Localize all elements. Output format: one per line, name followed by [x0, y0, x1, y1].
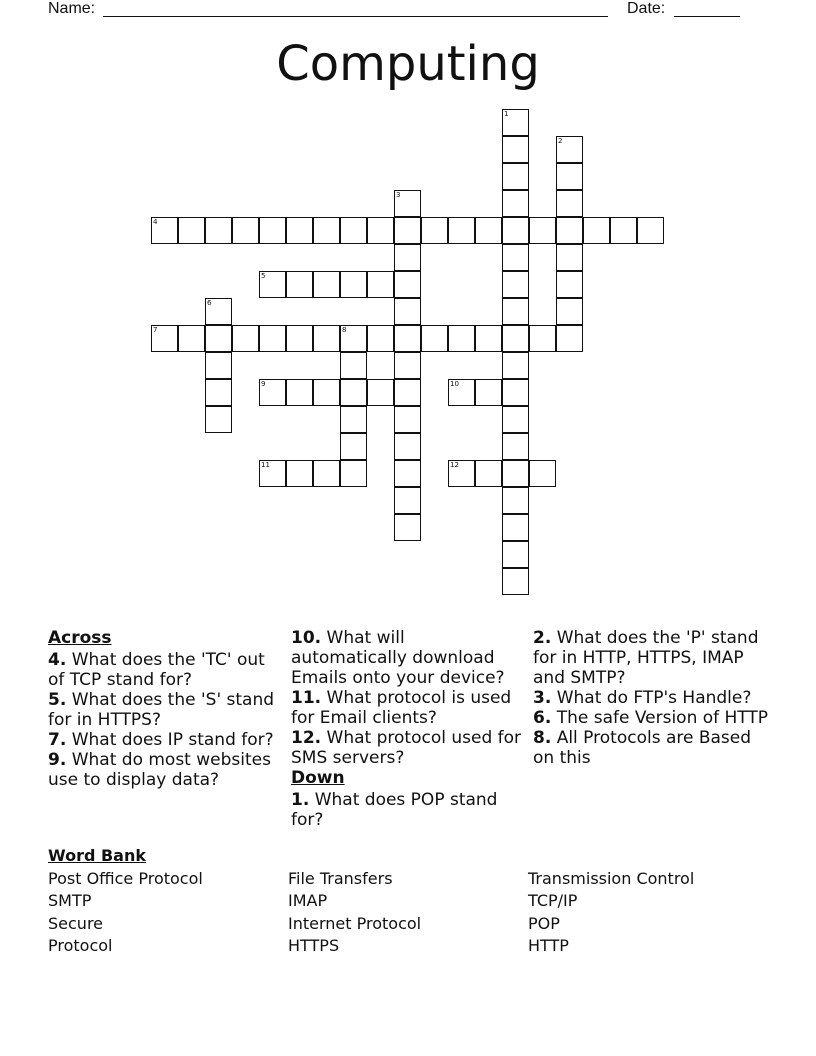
crossword-cell[interactable] [340, 433, 367, 460]
crossword-cell[interactable] [502, 406, 529, 433]
crossword-cell[interactable] [394, 433, 421, 460]
clue-text: What protocol is used for Email clients? [291, 688, 512, 728]
crossword-cell[interactable] [529, 217, 556, 244]
clue-number-label: 7 [153, 326, 158, 334]
crossword-cell[interactable] [502, 487, 529, 514]
crossword-cell[interactable] [529, 325, 556, 352]
crossword-cell[interactable] [313, 379, 340, 406]
crossword-cell[interactable] [205, 406, 232, 433]
crossword-cell[interactable] [205, 352, 232, 379]
down-heading: Down [291, 768, 345, 788]
crossword-cell[interactable] [259, 379, 286, 406]
crossword-cell[interactable] [421, 217, 448, 244]
crossword-cell[interactable] [286, 325, 313, 352]
crossword-cell[interactable] [286, 460, 313, 487]
clue-number: 7. [48, 730, 67, 750]
crossword-cell[interactable] [502, 163, 529, 190]
crossword-cell[interactable] [205, 325, 232, 352]
clue-text: What does IP stand for? [71, 730, 274, 750]
crossword-cell[interactable] [556, 136, 583, 163]
clue-number-label: 10 [450, 380, 459, 388]
crossword-cell[interactable] [367, 271, 394, 298]
word-bank-list [48, 868, 768, 958]
crossword-cell[interactable] [340, 379, 367, 406]
crossword-cell[interactable] [259, 271, 286, 298]
word-bank-item: Post Office Protocol [48, 868, 203, 888]
crossword-cell[interactable] [502, 568, 529, 595]
crossword-cell[interactable] [448, 325, 475, 352]
clue-number: 11. [291, 688, 322, 708]
crossword-cell[interactable] [367, 379, 394, 406]
clue-text: What does the 'TC' out of TCP stand for? [48, 650, 265, 690]
clues-column-2 [291, 628, 523, 830]
across-heading: Across [48, 628, 112, 648]
clue-down-6 [533, 708, 773, 728]
crossword-cell[interactable] [556, 325, 583, 352]
clue-number: 2. [533, 628, 552, 648]
clue-down-1 [291, 790, 523, 830]
clue-number: 12. [291, 728, 322, 748]
crossword-cell[interactable] [502, 136, 529, 163]
clue-number: 1. [291, 790, 310, 810]
crossword-cell[interactable] [367, 325, 394, 352]
crossword-cell[interactable] [610, 217, 637, 244]
clue-number-label: 1 [504, 110, 509, 118]
word-bank [48, 845, 768, 958]
crossword-cell[interactable] [448, 217, 475, 244]
crossword-cell[interactable] [394, 244, 421, 271]
word-bank-item: HTTPS [288, 936, 340, 956]
crossword-cell[interactable] [556, 217, 583, 244]
crossword-cell[interactable] [286, 379, 313, 406]
clues-column-1 [48, 628, 284, 790]
crossword-cell[interactable] [313, 325, 340, 352]
word-bank-item: SMTP [48, 891, 92, 911]
crossword-cell[interactable] [475, 460, 502, 487]
crossword-cell[interactable] [394, 217, 421, 244]
word-bank-item: POP [528, 913, 560, 933]
crossword-cell[interactable] [502, 244, 529, 271]
clue-across-9 [48, 750, 284, 790]
clue-number: 10. [291, 628, 322, 648]
crossword-cell[interactable] [313, 460, 340, 487]
crossword-cell[interactable] [394, 190, 421, 217]
clue-number: 4. [48, 650, 67, 670]
word-bank-title: Word Bank [48, 846, 147, 865]
crossword-cell[interactable] [448, 460, 475, 487]
crossword-cell[interactable] [286, 271, 313, 298]
clue-across-11 [291, 688, 523, 728]
clue-text: What does the 'S' stand for in HTTPS? [48, 690, 275, 730]
word-bank-item: TCP/IP [528, 891, 578, 911]
crossword-cell[interactable] [529, 460, 556, 487]
crossword-cell[interactable] [502, 298, 529, 325]
crossword-cell[interactable] [475, 325, 502, 352]
clue-number-label: 3 [396, 191, 401, 199]
crossword-cell[interactable] [502, 460, 529, 487]
crossword-cell[interactable] [421, 325, 448, 352]
clue-number-label: 9 [261, 380, 266, 388]
crossword-cell[interactable] [340, 406, 367, 433]
crossword-cell[interactable] [637, 217, 664, 244]
crossword-cell[interactable] [205, 217, 232, 244]
word-bank-item: Protocol [48, 936, 113, 956]
crossword-cell[interactable] [556, 244, 583, 271]
clues-column-3 [533, 628, 773, 768]
clue-text: What does the 'P' stand for in HTTP, HTTPS, IMAP and SMTP? [533, 628, 759, 688]
crossword-cell[interactable] [394, 325, 421, 352]
crossword-cell[interactable] [502, 109, 529, 136]
crossword-cell[interactable] [232, 217, 259, 244]
clue-number: 3. [533, 688, 552, 708]
crossword-cell[interactable] [313, 271, 340, 298]
crossword-cell[interactable] [394, 271, 421, 298]
word-bank-item: Transmission Control [528, 868, 695, 888]
crossword-cell[interactable] [556, 163, 583, 190]
crossword-cell[interactable] [502, 379, 529, 406]
crossword-cell[interactable] [205, 298, 232, 325]
word-bank-item: HTTP [528, 936, 569, 956]
clue-number: 8. [533, 728, 552, 748]
word-bank-item: Internet Protocol [288, 913, 422, 933]
clue-across-12 [291, 728, 523, 768]
crossword-cell[interactable] [556, 190, 583, 217]
clue-number-label: 6 [207, 299, 212, 307]
clue-number-label: 11 [261, 461, 270, 469]
clue-down-8 [533, 728, 773, 768]
crossword-cell[interactable] [475, 217, 502, 244]
crossword-cell[interactable] [502, 217, 529, 244]
crossword-cell[interactable] [178, 325, 205, 352]
name-label: Name: [48, 0, 96, 17]
crossword-cell[interactable] [151, 325, 178, 352]
crossword-cell[interactable] [340, 460, 367, 487]
crossword-cell[interactable] [205, 379, 232, 406]
crossword-cell[interactable] [394, 379, 421, 406]
crossword-cell[interactable] [259, 460, 286, 487]
crossword-cell[interactable] [259, 325, 286, 352]
clue-number: 9. [48, 750, 67, 770]
crossword-cell[interactable] [286, 217, 313, 244]
crossword-cell[interactable] [475, 379, 502, 406]
crossword-cell[interactable] [340, 325, 367, 352]
clue-number-label: 4 [153, 218, 158, 226]
crossword-cell[interactable] [394, 298, 421, 325]
crossword-cell[interactable] [151, 217, 178, 244]
crossword-cell[interactable] [313, 217, 340, 244]
clue-number-label: 8 [342, 326, 347, 334]
crossword-cell[interactable] [340, 217, 367, 244]
crossword-cell[interactable] [394, 487, 421, 514]
clue-number-label: 5 [261, 272, 266, 280]
clue-across-4 [48, 650, 284, 690]
clue-number-label: 2 [558, 137, 563, 145]
crossword-cell[interactable] [502, 433, 529, 460]
crossword-cell[interactable] [502, 541, 529, 568]
crossword-cell[interactable] [502, 190, 529, 217]
crossword-cell[interactable] [502, 514, 529, 541]
crossword-cell[interactable] [340, 352, 367, 379]
clue-number: 5. [48, 690, 67, 710]
crossword-cell[interactable] [583, 217, 610, 244]
crossword-cell[interactable] [448, 379, 475, 406]
clue-down-2 [533, 628, 773, 688]
page-title: Computing [276, 36, 540, 92]
date-label: Date: [627, 0, 666, 17]
crossword-cell[interactable] [502, 325, 529, 352]
clue-text: What will automatically download Emails onto your device? [291, 628, 505, 688]
clue-across-7 [48, 730, 284, 750]
crossword-cell[interactable] [394, 460, 421, 487]
crossword-cell[interactable] [394, 406, 421, 433]
clue-text: What does POP stand for? [291, 790, 498, 830]
crossword-cell[interactable] [259, 217, 286, 244]
crossword-cell[interactable] [340, 271, 367, 298]
clue-text: What do most websites use to display data? [48, 750, 271, 790]
crossword-cell[interactable] [394, 352, 421, 379]
crossword-cell[interactable] [178, 217, 205, 244]
crossword-cell[interactable] [394, 514, 421, 541]
clue-number-label: 12 [450, 461, 459, 469]
crossword-cell[interactable] [556, 298, 583, 325]
clue-text: What protocol used for SMS servers? [291, 728, 522, 768]
crossword-cell[interactable] [502, 352, 529, 379]
clue-text: The safe Version of HTTP [556, 708, 769, 728]
word-bank-item: Secure [48, 913, 104, 933]
clue-text: All Protocols are Based on this [533, 728, 752, 768]
clue-down-3 [533, 688, 773, 708]
crossword-cell[interactable] [556, 271, 583, 298]
word-bank-item: IMAP [288, 891, 328, 911]
clue-text: What do FTP's Handle? [556, 688, 752, 708]
clue-number: 6. [533, 708, 552, 728]
clue-across-5 [48, 690, 284, 730]
crossword-cell[interactable] [232, 325, 259, 352]
crossword-cell[interactable] [502, 271, 529, 298]
clue-across-10 [291, 628, 523, 688]
word-bank-item: File Transfers [288, 868, 393, 888]
crossword-cell[interactable] [367, 217, 394, 244]
